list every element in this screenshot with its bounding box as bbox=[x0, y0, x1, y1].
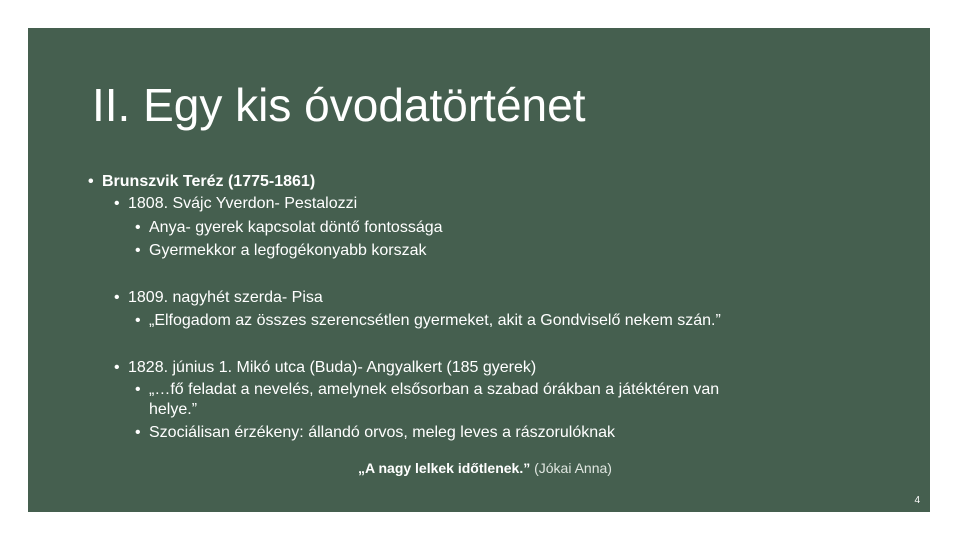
bullet-level3 bbox=[135, 241, 426, 261]
bullet-level1 bbox=[88, 172, 315, 192]
bullet-text: 1828. június 1. Mikó utca (Buda)- Angyalkert (185 gyerek) bbox=[128, 359, 537, 376]
bullet-text: Szociálisan érzékeny: állandó orvos, meleg leves a rászorulóknak bbox=[149, 424, 616, 441]
bullet-marker: • bbox=[135, 312, 141, 329]
bullet-level3 bbox=[135, 311, 721, 331]
bullet-level3 bbox=[135, 423, 615, 443]
bullet-text: „Elfogadom az összes szerencsétlen gyermeket, akit a Gondviselő nekem szán.” bbox=[149, 312, 721, 329]
bullet-marker: • bbox=[135, 219, 141, 236]
bullet-level3 bbox=[135, 218, 443, 238]
bullet-level2 bbox=[114, 358, 536, 378]
bullet-marker: • bbox=[135, 381, 141, 398]
slide-title: II. Egy kis óvodatörténet bbox=[92, 79, 586, 131]
bullet-text: 1808. Svájc Yverdon- Pestalozzi bbox=[128, 195, 358, 212]
bullet-marker: • bbox=[88, 173, 94, 190]
bullet-marker: • bbox=[135, 242, 141, 259]
closing-quote bbox=[358, 460, 612, 476]
bullet-marker: • bbox=[114, 289, 120, 306]
bullet-continuation: helye.” bbox=[149, 401, 198, 418]
slide bbox=[28, 28, 930, 512]
bullet-level3 bbox=[135, 380, 719, 400]
bullet-marker: • bbox=[114, 195, 120, 212]
page-number: 4 bbox=[914, 495, 920, 506]
bullet-text: 1809. nagyhét szerda- Pisa bbox=[128, 289, 323, 306]
bullet-text: „…fő feladat a nevelés, amelynek elsősorban a szabad órákban a játéktéren van bbox=[149, 381, 720, 398]
bullet-text: Gyermekkor a legfogékonyabb korszak bbox=[149, 242, 427, 259]
bullet-text: Brunszvik Teréz (1775-1861) bbox=[102, 173, 316, 190]
bullet-marker: • bbox=[114, 359, 120, 376]
bullet-text: Anya- gyerek kapcsolat döntő fontossága bbox=[149, 219, 443, 236]
bullet-marker: • bbox=[135, 424, 141, 441]
bullet-level2 bbox=[114, 194, 357, 214]
bullet-level2 bbox=[114, 288, 323, 308]
quote-text: „A nagy lelkek időtlenek.” bbox=[358, 460, 531, 476]
quote-author: (Jókai Anna) bbox=[534, 460, 612, 476]
